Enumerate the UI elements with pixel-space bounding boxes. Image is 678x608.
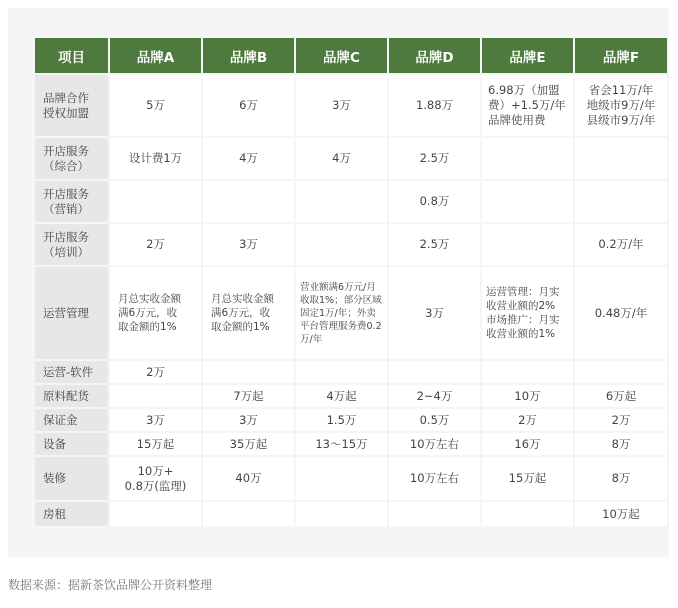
source-note: 数据来源：据新茶饮品牌公开资料整理: [8, 578, 213, 592]
table-cell: 40万: [203, 457, 294, 500]
row-label: 原料配货: [35, 385, 108, 407]
table-row: [35, 385, 667, 407]
table-cell: 2万: [575, 409, 667, 431]
table-cell: 1.5万: [296, 409, 387, 431]
table-cell: [203, 502, 294, 526]
table-cell: 3万: [203, 224, 294, 265]
table-cell: 3万: [110, 409, 201, 431]
header-cell-brand-d: 品牌D: [389, 38, 480, 73]
table-cell: [296, 361, 387, 383]
table-cell: 10万起: [575, 502, 667, 526]
header-row: [35, 38, 667, 73]
table-row: [35, 181, 667, 222]
row-label: 开店服务 （培训）: [35, 224, 108, 265]
table-cell: [389, 361, 480, 383]
row-label: 运营-软件: [35, 361, 108, 383]
header-cell-brand-f: 品牌F: [575, 38, 667, 73]
table-cell: 6万起: [575, 385, 667, 407]
table-cell: 16万: [482, 433, 573, 455]
table-cell: [110, 385, 201, 407]
table-frame: [8, 8, 669, 557]
table-row: [35, 224, 667, 265]
header-cell-brand-c: 品牌C: [296, 38, 387, 73]
table-row: [35, 138, 667, 179]
table-row: [35, 409, 667, 431]
table-cell: [575, 138, 667, 179]
table-cell: [203, 181, 294, 222]
header-cell-brand-a: 品牌A: [110, 38, 201, 73]
table-cell: 4万: [203, 138, 294, 179]
table-cell: 4万起: [296, 385, 387, 407]
row-label: 设备: [35, 433, 108, 455]
table-cell: 3万: [389, 267, 480, 359]
header-cell-item: 项目: [35, 38, 108, 73]
table-cell: 0.2万/年: [575, 224, 667, 265]
table-cell: 月总实收金额 满6万元，收 取金额的1%: [203, 267, 294, 359]
table-cell: 5万: [110, 75, 201, 136]
table-cell: 13～15万: [296, 433, 387, 455]
table-cell: [482, 181, 573, 222]
table-cell: 8万: [575, 433, 667, 455]
table-cell: 3万: [296, 75, 387, 136]
table-cell: 2.5万: [389, 138, 480, 179]
row-label: 保证金: [35, 409, 108, 431]
table-row: [35, 457, 667, 500]
table-cell: 15万起: [482, 457, 573, 500]
table-cell: 2万: [110, 361, 201, 383]
table-cell: 设计费1万: [110, 138, 201, 179]
table-cell: 10万: [482, 385, 573, 407]
row-label: 装修: [35, 457, 108, 500]
table-cell: 10万+ 0.8万(监理): [110, 457, 201, 500]
table-cell: 省会11万/年 地级市9万/年 县级市9万/年: [575, 75, 667, 136]
table-cell: [575, 361, 667, 383]
row-label: 品牌合作 授权加盟: [35, 75, 108, 136]
table-cell: [389, 502, 480, 526]
table-cell: 月总实收金额 满6万元，收 取金额的1%: [110, 267, 201, 359]
row-label: 运营管理: [35, 267, 108, 359]
table-cell: [110, 502, 201, 526]
table-cell: 2万: [110, 224, 201, 265]
brand-comparison-table: [33, 36, 669, 528]
header-cell-brand-e: 品牌E: [482, 38, 573, 73]
table-cell: 2.5万: [389, 224, 480, 265]
table-cell: 10万左右: [389, 433, 480, 455]
header-cell-brand-b: 品牌B: [203, 38, 294, 73]
row-label: 开店服务 （营销）: [35, 181, 108, 222]
table-cell: 4万: [296, 138, 387, 179]
table-cell: 10万左右: [389, 457, 480, 500]
table-row: [35, 267, 667, 359]
table-cell: 15万起: [110, 433, 201, 455]
table-cell: 2万: [482, 409, 573, 431]
table-cell: 35万起: [203, 433, 294, 455]
table-cell: [296, 502, 387, 526]
table-cell: [203, 361, 294, 383]
table-cell: 8万: [575, 457, 667, 500]
table-cell: [296, 457, 387, 500]
table-row: [35, 75, 667, 136]
table-row: [35, 361, 667, 383]
table-cell: 7万起: [203, 385, 294, 407]
table-cell: [482, 502, 573, 526]
table-cell: 3万: [203, 409, 294, 431]
table-cell: 0.48万/年: [575, 267, 667, 359]
table-cell: 0.5万: [389, 409, 480, 431]
table-cell: [296, 224, 387, 265]
table-cell: 6万: [203, 75, 294, 136]
row-label: 开店服务 （综合）: [35, 138, 108, 179]
table-cell: [110, 181, 201, 222]
table-cell: [482, 138, 573, 179]
table-cell: 运营管理：月实 收营业额的2% 市场推广：月实 收营业额的1%: [482, 267, 573, 359]
table-cell: [482, 224, 573, 265]
table-cell: [296, 181, 387, 222]
table-cell: 2~4万: [389, 385, 480, 407]
table-cell: [575, 181, 667, 222]
table-cell: 6.98万（加盟 费）+1.5万/年 品牌使用费: [482, 75, 573, 136]
table-cell: 营业额满6万元/月 收取1%；部分区域 固定1万/年；外卖 平台管理服务费0.2 万/年: [296, 267, 387, 359]
row-label: 房租: [35, 502, 108, 526]
table-cell: 1.88万: [389, 75, 480, 136]
table-row: [35, 502, 667, 526]
table-cell: 0.8万: [389, 181, 480, 222]
table-cell: [482, 361, 573, 383]
table-row: [35, 433, 667, 455]
